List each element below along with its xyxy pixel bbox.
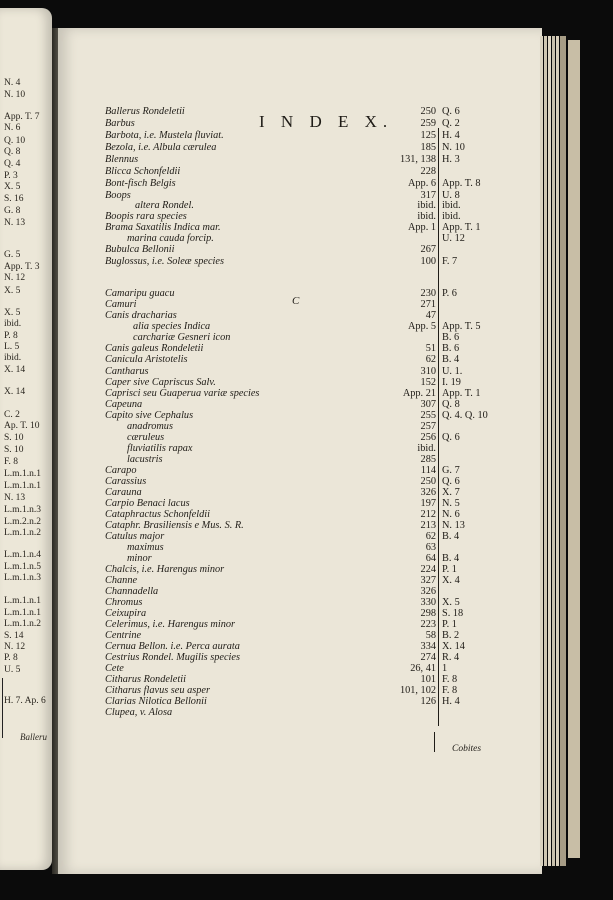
index-entry-plate-ref: S. 18	[442, 608, 464, 619]
facing-page-ref: N. 12	[4, 273, 26, 283]
index-entry-plate-ref: X. 5	[442, 597, 460, 608]
index-entry-name: Cernua Bellon. i.e. Perca aurata	[105, 641, 240, 652]
index-entry-page: 100	[420, 256, 436, 267]
index-entry-page: 307	[420, 399, 436, 410]
index-entry-page: 255	[420, 410, 436, 421]
facing-page-ref: P. 3	[4, 171, 18, 181]
index-entry-page: 47	[425, 310, 436, 321]
index-entry-plate-ref: F. 8	[442, 685, 458, 696]
column-rule	[438, 128, 439, 726]
index-entry-page: 310	[420, 366, 436, 377]
index-entry-page: 230	[420, 288, 436, 299]
index-entry-plate-ref: ibid.	[442, 200, 461, 211]
index-entry-plate-ref: P. 6	[442, 288, 457, 299]
index-entry-page: 250	[420, 476, 436, 487]
index-entry-page: 63	[425, 542, 436, 553]
index-entry-name: Barbus	[105, 118, 135, 129]
facing-page-ref: H. 7. Ap. 6	[4, 696, 46, 706]
facing-page-ref: G. 8	[4, 206, 21, 216]
index-entry-plate-ref: X. 14	[442, 641, 465, 652]
facing-page-ref: Q. 4	[4, 159, 21, 169]
index-entry-plate-ref: ibid.	[442, 211, 461, 222]
facing-page-ref: X. 14	[4, 365, 26, 375]
index-entry-name: Chromus	[105, 597, 143, 608]
index-entry-page: App. 21	[402, 388, 436, 399]
index-entry-name: Canicula Aristotelis	[105, 354, 188, 365]
index-entry-page: 62	[425, 354, 436, 365]
index-entry-name: cæruleus	[127, 432, 165, 443]
index-entry-plate-ref: 1	[442, 663, 448, 674]
index-entry-name: minor	[127, 553, 152, 564]
index-entry-page: 101	[420, 674, 436, 685]
facing-page-left	[0, 8, 52, 870]
index-entry-name: Ballerus Rondeletii	[105, 106, 185, 117]
index-entry-name: Barbota, i.e. Mustela fluviat.	[105, 130, 224, 141]
index-entry-page: 223	[420, 619, 436, 630]
index-entry-name: maximus	[127, 542, 164, 553]
index-entry-name: alia species Indica	[133, 321, 211, 332]
index-entry-plate-ref: U. 12	[442, 233, 465, 244]
index-entry-name: Clupea, v. Alosa	[105, 707, 173, 718]
facing-page-rule	[2, 678, 3, 738]
index-entry-name: Brama Saxatilis Indica mar.	[105, 222, 221, 233]
index-entry-plate-ref: Q. 4. Q. 10	[442, 410, 488, 421]
column-rule-footer	[434, 732, 435, 752]
index-entry-name: Celerimus, i.e. Harengus minor	[105, 619, 236, 630]
index-entry-page: 51	[425, 343, 436, 354]
index-entry-plate-ref: App. T. 8	[442, 178, 481, 189]
index-entry-name: fluviatilis rapax	[127, 443, 193, 454]
facing-page-ref: Q. 8	[4, 147, 21, 157]
catchword: Cobites	[452, 744, 482, 754]
index-entry-plate-ref: B. 6	[442, 332, 460, 343]
index-entry-page: 326	[420, 487, 436, 498]
index-entry-plate-ref: B. 2	[442, 630, 460, 641]
index-entry-plate-ref: H. 3	[442, 154, 460, 165]
index-entry-plate-ref: N. 5	[442, 498, 460, 509]
index-entry-plate-ref: X. 4	[442, 575, 460, 586]
index-entry-page: 330	[420, 597, 436, 608]
index-entry-name: Bont-fisch Belgis	[105, 178, 176, 189]
index-entry-plate-ref: B. 4	[442, 531, 460, 542]
facing-page-ref: G. 5	[4, 250, 21, 260]
index-entry-name: Catulus major	[105, 531, 165, 542]
index-page	[58, 28, 542, 874]
index-entry-page: 250	[420, 106, 436, 117]
index-entry-plate-ref: App. T. 1	[442, 222, 481, 233]
facing-page-ref: App. T. 3	[4, 262, 40, 272]
index-entry-name: marina cauda forcip.	[127, 233, 214, 244]
index-entry-plate-ref: Q. 6	[442, 432, 460, 443]
facing-page-ref: L.m.1.n.1	[4, 608, 41, 618]
facing-page-ref: P. 8	[4, 331, 18, 341]
facing-page-ref: L.m.1.n.5	[4, 562, 41, 572]
index-entry-page: 271	[420, 299, 436, 310]
index-entry-plate-ref: N. 10	[442, 142, 465, 153]
facing-page-ref: L.m.1.n.3	[4, 573, 41, 583]
index-entry-name: Cataphr. Brasiliensis e Mus. S. R.	[105, 520, 244, 531]
facing-page-ref: N. 13	[4, 493, 26, 503]
index-entry-page: 185	[420, 142, 436, 153]
index-entry-name: Carpio Benaci lacus	[105, 498, 190, 509]
facing-page-ref: L.m.1.n.1	[4, 596, 41, 606]
index-entry-name: lacustris	[127, 454, 163, 465]
facing-page-ref: U. 5	[4, 665, 21, 675]
index-entry-plate-ref: B. 6	[442, 343, 460, 354]
index-entry-page: 259	[420, 118, 436, 129]
index-entry-page: ibid.	[417, 200, 436, 211]
index-entry-plate-ref: H. 4	[442, 130, 460, 141]
index-entry-page: 152	[420, 377, 436, 388]
index-entry-page: 126	[420, 696, 436, 707]
index-entry-plate-ref: U. 1.	[442, 366, 463, 377]
facing-page-ref: P. 8	[4, 653, 18, 663]
index-entry-page: 267	[420, 244, 436, 255]
index-entry-name: Ceixupira	[105, 608, 147, 619]
index-entry-page: 197	[420, 498, 436, 509]
facing-page-ref: App. T. 7	[4, 112, 40, 122]
facing-page-ref: X. 5	[4, 308, 21, 318]
facing-page-ref: S. 10	[4, 445, 24, 455]
facing-page-ref: X. 5	[4, 286, 21, 296]
index-entry-page: 257	[420, 421, 436, 432]
index-entry-name: altera Rondel.	[135, 200, 194, 211]
index-entry-name: Boops	[105, 190, 131, 201]
facing-page-ref: Ap. T. 10	[4, 421, 40, 431]
index-entry-plate-ref: N. 13	[442, 520, 465, 531]
facing-page-ref: S. 14	[4, 631, 24, 641]
index-entry-name: Carauna	[105, 487, 142, 498]
index-entry-page: 125	[420, 130, 436, 141]
index-entry-page: ibid.	[417, 211, 436, 222]
index-entry-page: 212	[420, 509, 436, 520]
index-entry-page: App. 6	[407, 178, 436, 189]
index-entry-name: Blennus	[105, 154, 139, 165]
index-entry-page: 285	[420, 454, 436, 465]
facing-page-ref: L.m.1.n.2	[4, 528, 41, 538]
index-entry-page: 326	[420, 586, 436, 597]
index-entry-plate-ref: App. T. 5	[442, 321, 481, 332]
index-entry-name: Camaripu guacu	[105, 288, 175, 299]
facing-page-ref: N. 6	[4, 123, 21, 133]
index-entry-plate-ref: P. 1	[442, 619, 457, 630]
index-entry-name: Carapo	[105, 465, 137, 476]
index-entry-page: 274	[420, 652, 436, 663]
facing-page-ref: S. 10	[4, 433, 24, 443]
index-entry-page: ibid.	[417, 443, 436, 454]
index-entry-plate-ref: App. T. 1	[442, 388, 481, 399]
index-entry-page: 317	[420, 190, 436, 201]
index-entry-page: 58	[425, 630, 436, 641]
index-entry-page: 64	[425, 553, 436, 564]
index-entry-page: 26, 41	[410, 663, 436, 674]
index-entry-page: 213	[420, 520, 436, 531]
index-entry-page: 62	[425, 531, 436, 542]
index-entry-plate-ref: B. 4	[442, 354, 460, 365]
index-entry-plate-ref: F. 7	[442, 256, 458, 267]
index-entry-name: Caper sive Capriscus Salv.	[105, 377, 216, 388]
facing-page-ref: X. 5	[4, 182, 21, 192]
index-entry-name: Clarias Nilotica Bellonii	[105, 696, 207, 707]
index-entry-name: Caprisci seu Guaperua variæ species	[105, 388, 260, 399]
index-entry-name: Chalcis, i.e. Harengus minor	[105, 564, 225, 575]
index-entry-name: Camuri	[105, 299, 137, 310]
index-entry-plate-ref: Q. 8	[442, 399, 460, 410]
facing-page-ref: L.m.1.n.1	[4, 469, 41, 479]
index-entry-name: Blicca Schonfeldii	[105, 166, 181, 177]
index-entry-name: anadromus	[127, 421, 173, 432]
index-entry-plate-ref: B. 4	[442, 553, 460, 564]
facing-page-ref: N. 12	[4, 642, 26, 652]
index-entry-page: 101, 102	[399, 685, 436, 696]
facing-page-ref: X. 14	[4, 387, 26, 397]
facing-page-ref: L.m.2.n.2	[4, 517, 41, 527]
index-entry-name: Cestrius Rondel. Mugilis species	[105, 652, 240, 663]
index-entry-plate-ref: F. 8	[442, 674, 458, 685]
index-entry-plate-ref: X. 7	[442, 487, 460, 498]
index-entry-page: 224	[420, 564, 436, 575]
index-entry-page: App. 1	[407, 222, 436, 233]
index-entry-name: carchariæ Gesneri icon	[133, 332, 231, 343]
index-entry-name: Citharus Rondeletii	[105, 674, 186, 685]
index-entry-name: Bubulca Bellonii	[105, 244, 175, 255]
facing-page-ref: L. 5	[4, 342, 20, 352]
index-entry-plate-ref: Q. 6	[442, 476, 460, 487]
index-entry-name: Carassius	[105, 476, 147, 487]
index-entry-name: Boopis rara species	[105, 211, 187, 222]
index-entry-name: Cete	[105, 663, 124, 674]
index-entry-name: Capeuna	[105, 399, 143, 410]
index-entry-plate-ref: Q. 2	[442, 118, 460, 129]
facing-page-ref: F. 8	[4, 457, 19, 467]
page-title: I N D E X.	[259, 112, 394, 131]
index-entry-plate-ref: H. 4	[442, 696, 460, 707]
index-entry-page: 327	[420, 575, 436, 586]
index-entry-page: 334	[420, 641, 436, 652]
index-entry-page: 131, 138	[399, 154, 436, 165]
index-entry-name: Capito sive Cephalus	[105, 410, 194, 421]
index-entry-name: Canis dracharias	[105, 310, 177, 321]
index-entry-page: 228	[420, 166, 436, 177]
index-entry-plate-ref: R. 4	[442, 652, 460, 663]
index-entry-plate-ref: Q. 6	[442, 106, 460, 117]
facing-page-catchword: Balleru	[20, 732, 47, 742]
facing-page-ref: L.m.1.n.1	[4, 481, 41, 491]
index-entry-name: Cantharus	[105, 366, 149, 377]
facing-page-ref: N. 13	[4, 218, 26, 228]
index-entry-page: App. 5	[407, 321, 436, 332]
facing-page-ref: N. 10	[4, 90, 26, 100]
index-entry-page: 256	[420, 432, 436, 443]
index-entry-plate-ref: G. 7	[442, 465, 460, 476]
index-entry-plate-ref: I. 19	[442, 377, 461, 388]
index-entry-plate-ref: U. 8	[442, 190, 460, 201]
index-entry-name: Citharus flavus seu asper	[105, 685, 210, 696]
index-entry-page: 298	[420, 608, 436, 619]
index-entry-name: Canis galeus Rondeletii	[105, 343, 204, 354]
facing-page-ref: ibid.	[4, 353, 22, 363]
index-entry-name: Centrine	[105, 630, 142, 641]
facing-page-ref: L.m.1.n.4	[4, 550, 41, 560]
index-entry-name: Bezola, i.e. Albula cærulea	[105, 142, 217, 153]
index-entry-name: Channe	[105, 575, 138, 586]
facing-page-ref: Q. 10	[4, 136, 26, 146]
facing-page-ref: ibid.	[4, 319, 22, 329]
index-entry-plate-ref: N. 6	[442, 509, 460, 520]
facing-page-ref: N. 4	[4, 78, 21, 88]
section-letter: C	[292, 295, 300, 307]
facing-page-ref: S. 16	[4, 194, 24, 204]
facing-page-ref: L.m.1.n.3	[4, 505, 41, 515]
index-entry-page: 114	[420, 465, 436, 476]
facing-page-ref: L.m.1.n.2	[4, 619, 41, 629]
page-edges	[540, 36, 584, 866]
index-entry-name: Buglossus, i.e. Soleæ species	[105, 256, 224, 267]
index-entry-plate-ref: P. 1	[442, 564, 457, 575]
index-entry-name: Cataphractus Schonfeldii	[105, 509, 210, 520]
index-entry-name: Channadella	[105, 586, 159, 597]
facing-page-ref: C. 2	[4, 410, 20, 420]
